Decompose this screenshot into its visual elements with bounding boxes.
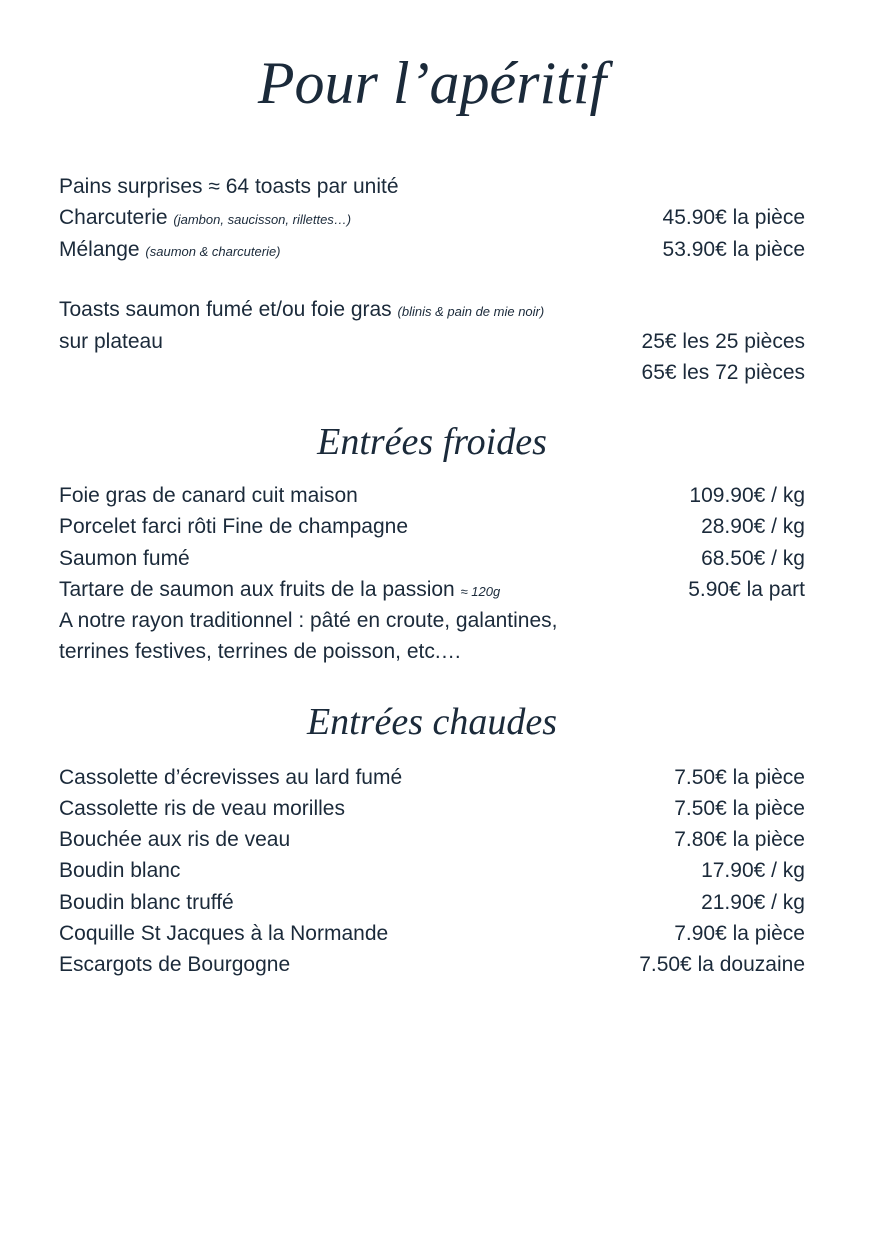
menu-item: [59, 480, 805, 511]
section-title-froides: Entrées froides: [317, 421, 547, 463]
item-name: Foie gras de canard cuit maison: [59, 484, 358, 507]
item-name: Toasts saumon fumé et/ou foie gras: [59, 298, 392, 321]
item-name: Cassolette d’écrevisses au lard fumé: [59, 766, 403, 789]
item-name: Saumon fumé: [59, 547, 190, 570]
menu-item: [59, 202, 805, 233]
pains-header-text: Pains surprises ≈ 64 toasts par unité: [59, 175, 399, 198]
menu-item: [59, 824, 805, 855]
menu-item: [59, 793, 805, 824]
item-name: Charcuterie: [59, 206, 168, 229]
section-title-chaudes: Entrées chaudes: [306, 701, 558, 743]
menu-item: [59, 918, 805, 949]
item-name: Boudin blanc truffé: [59, 891, 234, 914]
item-note: (jambon, saucisson, rillettes…): [173, 212, 352, 227]
item-price: 53.90€ la pièce: [662, 238, 805, 261]
item-price: 45.90€ la pièce: [662, 206, 805, 229]
item-name: Boudin blanc: [59, 859, 181, 882]
item-name: Escargots de Bourgogne: [59, 953, 291, 976]
item-price: 68.50€ / kg: [701, 547, 805, 570]
menu-item: [59, 234, 805, 265]
item-note: ≈ 120g: [460, 584, 501, 599]
item-name: Bouchée aux ris de veau: [59, 828, 291, 851]
item-name: Coquille St Jacques à la Normande: [59, 922, 389, 945]
pains-surprises-header: [59, 171, 805, 202]
plateau-item-2: [59, 357, 805, 388]
item-name: Tartare de saumon aux fruits de la passion: [59, 578, 455, 601]
menu-item: [59, 949, 805, 980]
menu-item: [59, 543, 805, 574]
item-note: (blinis & pain de mie noir): [397, 304, 545, 319]
menu-item: [59, 887, 805, 918]
item-price: 17.90€ / kg: [701, 859, 805, 882]
item-note: (saumon & charcuterie): [145, 244, 281, 259]
plateau-item: [59, 326, 805, 357]
item-price: 7.50€ la pièce: [674, 766, 805, 789]
traditionnel-line-2: [59, 636, 805, 667]
item-price: 7.50€ la pièce: [674, 797, 805, 820]
menu-item: [59, 574, 805, 605]
page-title: Pour l’apéritif: [257, 50, 607, 116]
item-name: Cassolette ris de veau morilles: [59, 797, 345, 820]
menu-item: [59, 762, 805, 793]
traditionnel-line-1: [59, 605, 805, 636]
toasts-item: [59, 294, 805, 325]
traditionnel-text-1: A notre rayon traditionnel : pâté en croute, galantines,: [59, 609, 558, 632]
item-price: 21.90€ / kg: [701, 891, 805, 914]
menu-item: [59, 511, 805, 542]
plateau-price-2: 65€ les 72 pièces: [641, 361, 805, 384]
item-price: 109.90€ / kg: [689, 484, 805, 507]
item-price: 7.90€ la pièce: [674, 922, 805, 945]
plateau-price-1: 25€ les 25 pièces: [641, 330, 805, 353]
item-price: 7.80€ la pièce: [674, 828, 805, 851]
menu-item: [59, 855, 805, 886]
item-price: 7.50€ la douzaine: [639, 953, 805, 976]
traditionnel-text-2: terrines festives, terrines de poisson, etc.…: [59, 640, 462, 663]
item-name: Porcelet farci rôti Fine de champagne: [59, 515, 409, 538]
item-name: Mélange: [59, 238, 140, 261]
item-price: 5.90€ la part: [688, 578, 805, 601]
plateau-label: sur plateau: [59, 330, 163, 353]
item-price: 28.90€ / kg: [701, 515, 805, 538]
